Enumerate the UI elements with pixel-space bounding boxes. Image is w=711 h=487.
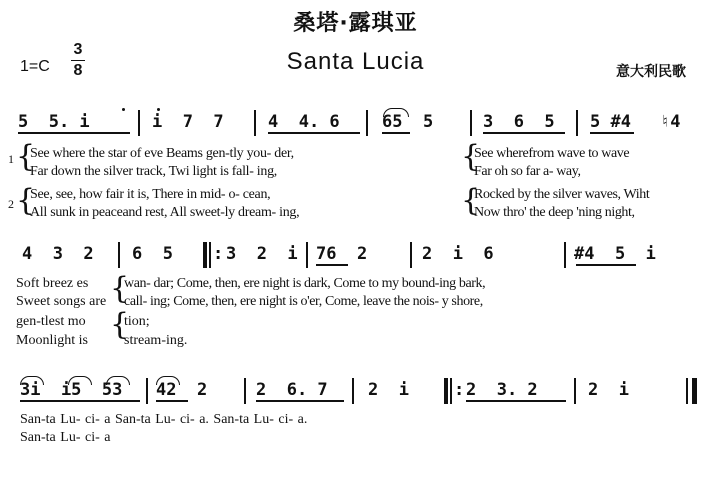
beam-underline bbox=[316, 264, 348, 266]
beam-underline bbox=[576, 264, 636, 266]
measure: 42 2 bbox=[156, 380, 208, 400]
chinese-title: 桑塔·露琪亚 bbox=[293, 11, 418, 36]
barline bbox=[470, 110, 472, 136]
barline bbox=[118, 242, 120, 268]
barline bbox=[254, 110, 256, 136]
repeat-barline bbox=[444, 378, 448, 404]
origin-label: 意大利民歌 bbox=[616, 64, 686, 80]
measure: 76 2 bbox=[316, 244, 368, 264]
repeat-barline bbox=[450, 378, 452, 404]
lyric-line: call- ing; Come, then, ere night is o'er, Come, leave the nois- y shore, bbox=[124, 294, 483, 309]
repeat-barline bbox=[203, 242, 207, 268]
time-signature-bottom: 8 bbox=[73, 62, 83, 79]
barline bbox=[410, 242, 412, 268]
measure: 4 4. 6 bbox=[268, 112, 340, 132]
measure: 5 5. i bbox=[18, 112, 90, 132]
measure: 4 3 2 bbox=[22, 244, 94, 264]
beam-underline bbox=[18, 132, 130, 134]
high-octave-dot bbox=[122, 108, 125, 111]
time-signature-line bbox=[71, 60, 85, 61]
lyric-brace: { bbox=[461, 183, 481, 218]
lyric-line: See wherefrom wave to wave bbox=[474, 146, 630, 161]
lyric-line: All sunk in peaceand rest, All sweet-ly dream- ing, bbox=[30, 205, 300, 220]
beam-underline bbox=[590, 132, 634, 134]
barline bbox=[366, 110, 368, 136]
measure: 2 6. 7 bbox=[256, 380, 328, 400]
barline bbox=[574, 378, 576, 404]
measure: 3 2 i bbox=[226, 244, 298, 264]
key-signature: 1=C bbox=[20, 58, 50, 75]
beam-underline bbox=[382, 132, 410, 134]
beam-underline bbox=[466, 400, 566, 402]
lyric-line: San-ta Lu- ci- a San-ta Lu- ci- a. San-ta Lu- ci- a. bbox=[20, 412, 308, 427]
measure: 6 5 bbox=[132, 244, 173, 264]
beam-underline bbox=[268, 132, 360, 134]
lyric-line: wan- dar; Come, then, ere night is dark, Come to my bound-ing bark, bbox=[124, 276, 486, 291]
measure: 5 #4 bbox=[590, 112, 631, 132]
repeat-dots: : bbox=[454, 380, 465, 400]
verse-brace: { bbox=[16, 139, 36, 174]
lyric-line: gen-tlest mo bbox=[16, 314, 86, 329]
measure: 65 5 bbox=[382, 112, 434, 132]
measure: 2 i 6 bbox=[422, 244, 494, 264]
measure: 2 i bbox=[368, 380, 409, 400]
measure: 3 6 5 bbox=[483, 112, 555, 132]
barline bbox=[564, 242, 566, 268]
measure: ♮4 bbox=[660, 112, 681, 132]
barline bbox=[576, 110, 578, 136]
repeat-barline bbox=[209, 242, 211, 268]
lyric-line: stream-ing. bbox=[124, 333, 188, 348]
lyric-line: See, see, how fair it is, There in mid- o- cean, bbox=[30, 187, 271, 202]
verse-number: 1 bbox=[8, 152, 14, 166]
beam-underline bbox=[20, 400, 140, 402]
lyric-line: Soft breez es bbox=[16, 276, 89, 291]
beam-underline bbox=[256, 400, 344, 402]
repeat-dots: : bbox=[213, 244, 224, 264]
lyric-brace: { bbox=[110, 271, 130, 306]
lyric-line: Rocked by the silver waves, Wiht bbox=[474, 187, 650, 202]
english-title: Santa Lucia bbox=[286, 48, 425, 75]
barline bbox=[352, 378, 354, 404]
verse-brace: { bbox=[16, 183, 36, 218]
lyric-brace: { bbox=[461, 139, 481, 174]
lyric-line: Far down the silver track, Twi light is fall- ing, bbox=[30, 164, 277, 179]
barline bbox=[138, 110, 140, 136]
beam-underline bbox=[156, 400, 188, 402]
high-octave-dot bbox=[157, 108, 160, 111]
barline bbox=[306, 242, 308, 268]
final-barline bbox=[692, 378, 697, 404]
lyric-line: Moonlight is bbox=[16, 333, 88, 348]
measure: 3i i5 53 bbox=[20, 380, 123, 400]
verse-number: 2 bbox=[8, 197, 14, 211]
measure: 2 i bbox=[588, 380, 629, 400]
lyric-line: Now thro' the deep 'ning night, bbox=[474, 205, 635, 220]
lyric-line: Sweet songs are bbox=[16, 294, 107, 309]
measure: i 7 7 bbox=[152, 112, 224, 132]
time-signature-top: 3 bbox=[73, 41, 83, 58]
measure: 2 3. 2 bbox=[466, 380, 538, 400]
lyric-line: Far oh so far a- way, bbox=[474, 164, 581, 179]
barline bbox=[686, 378, 688, 404]
lyric-line: San-ta Lu- ci- a bbox=[20, 430, 111, 445]
barline bbox=[146, 378, 148, 404]
measure: #4 5 i bbox=[574, 244, 656, 264]
beam-underline bbox=[483, 132, 565, 134]
barline bbox=[244, 378, 246, 404]
time-signature bbox=[71, 42, 85, 79]
lyric-line: See where the star of eve Beams gen-tly you- der, bbox=[30, 146, 294, 161]
lyric-brace: { bbox=[110, 307, 130, 342]
lyric-line: tion; bbox=[124, 314, 150, 329]
